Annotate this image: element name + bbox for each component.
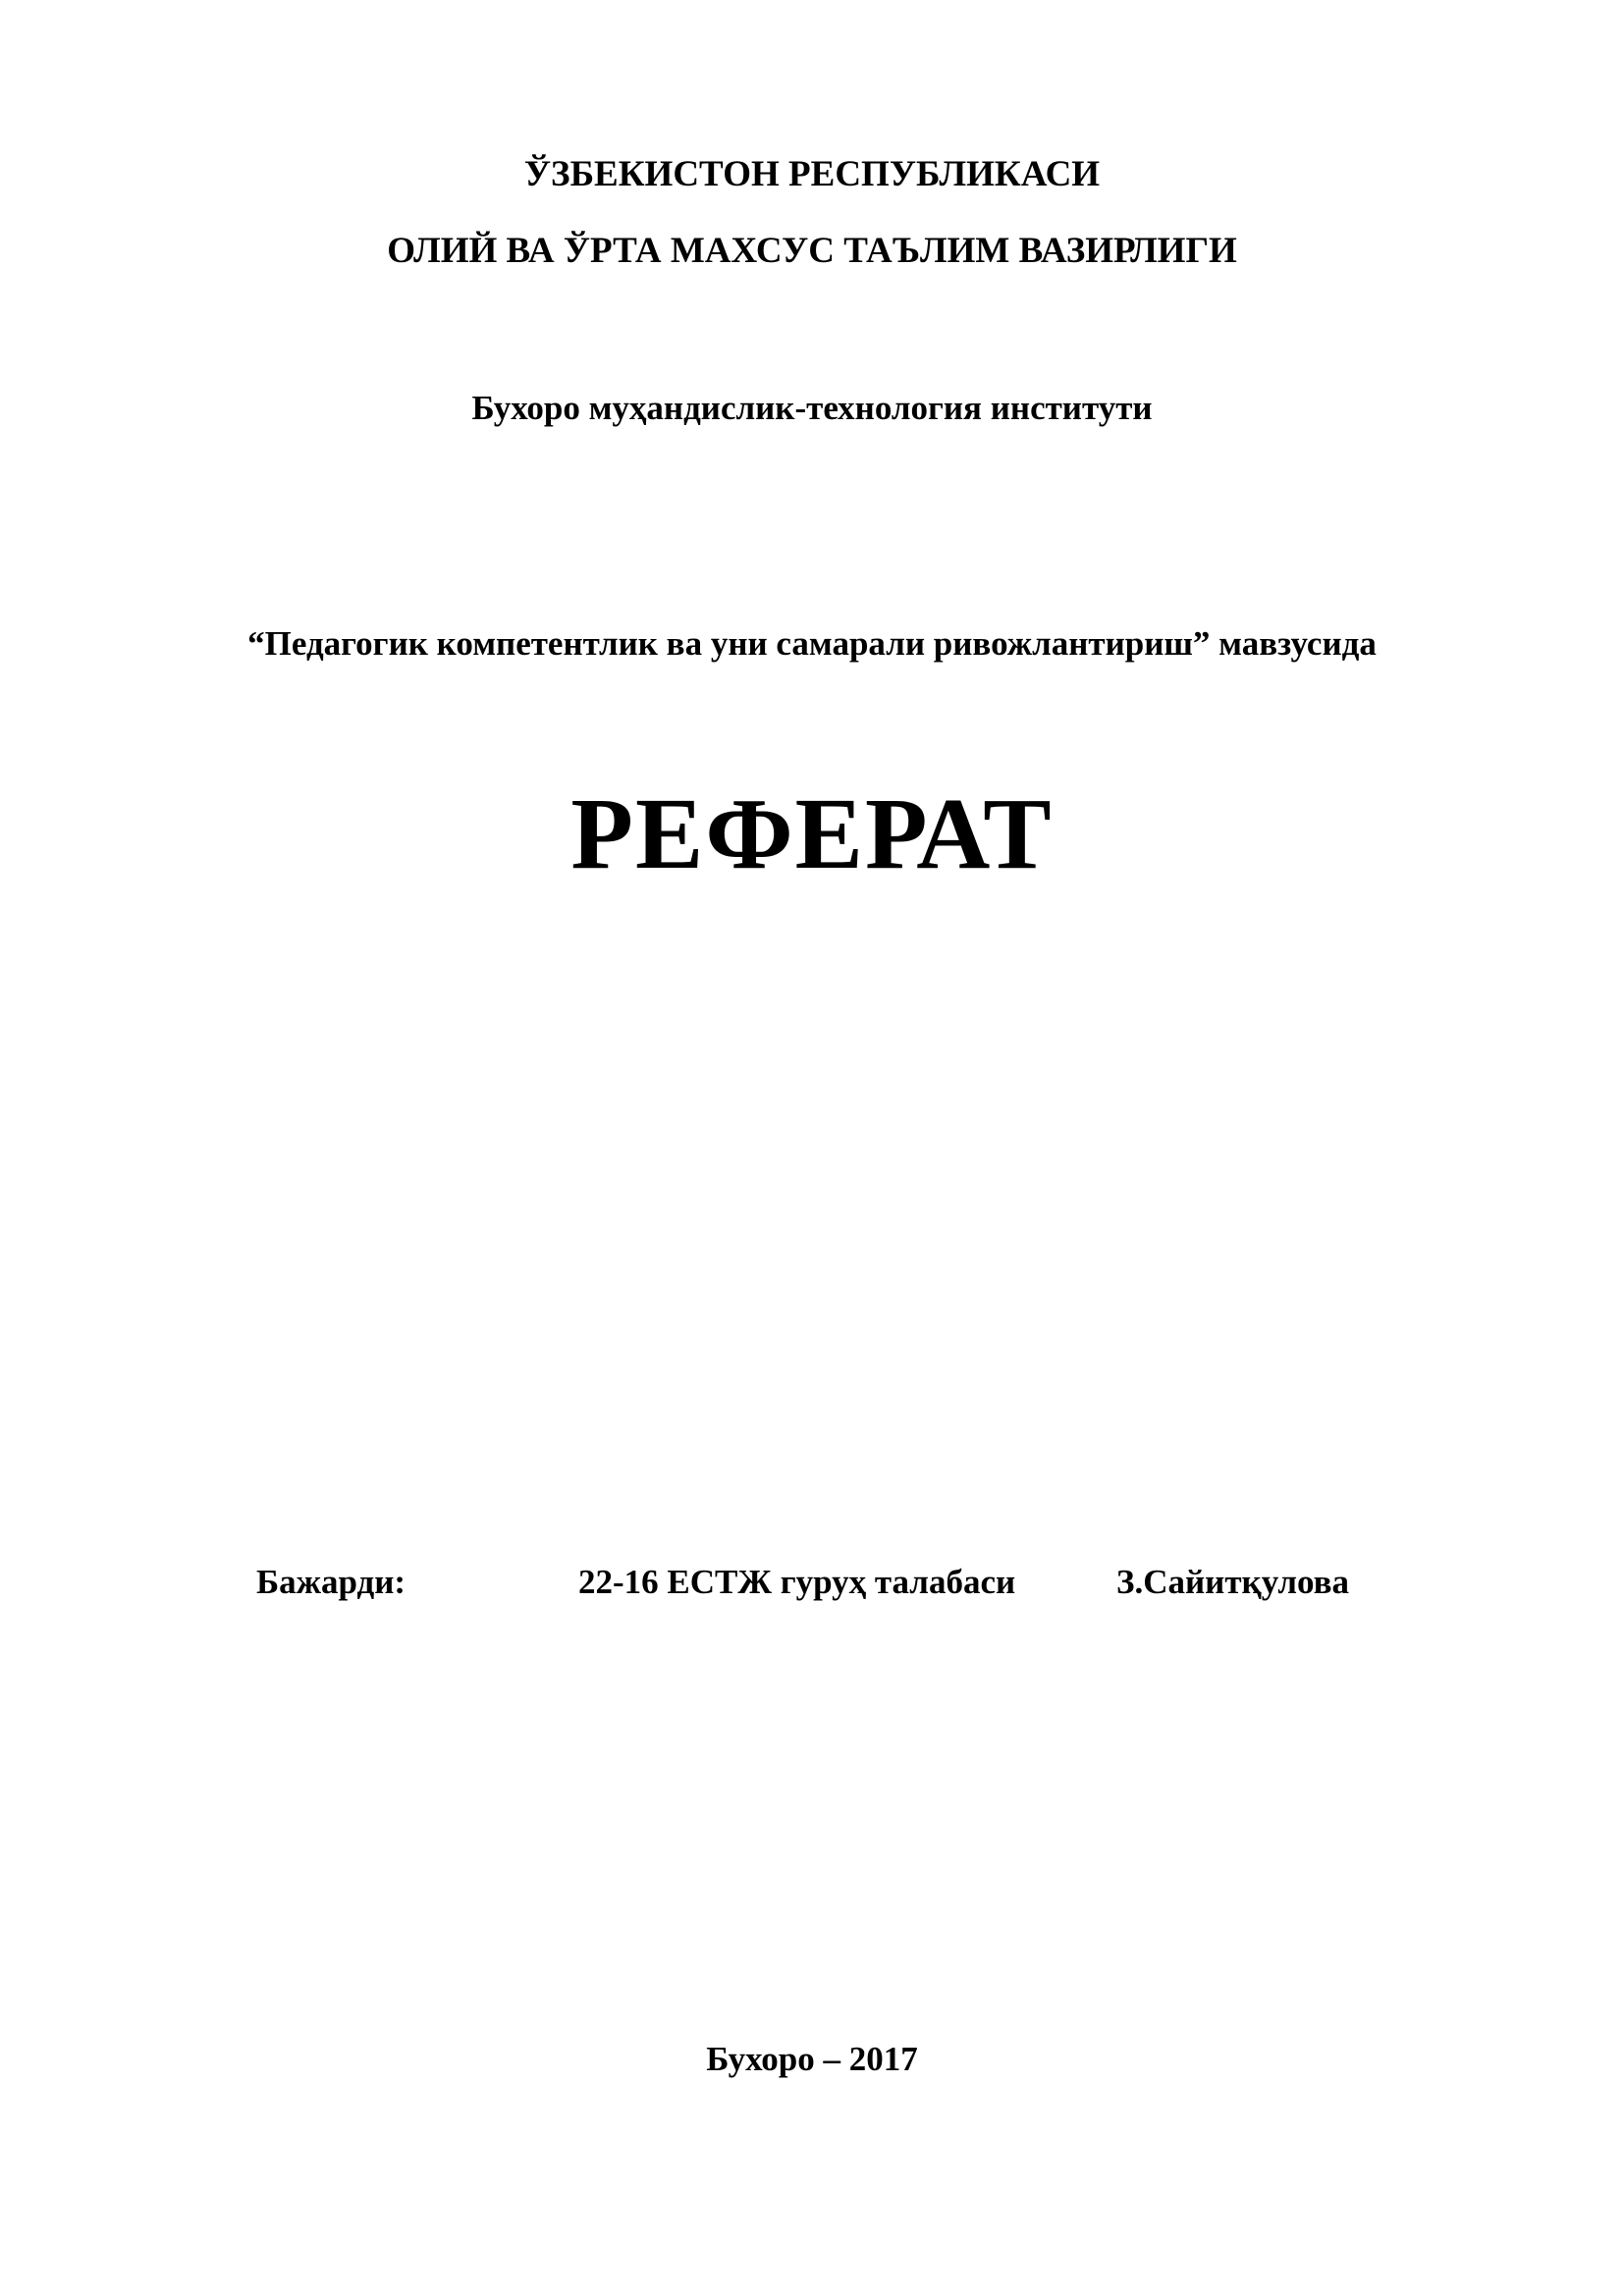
- city-year: Бухоро – 2017: [706, 2040, 918, 2078]
- performer-name: З.Сайитқулова: [1116, 1563, 1349, 1601]
- institute-name: Бухоро муҳандислик-технология институти: [471, 389, 1153, 427]
- performer-group: 22-16 ЕСТЖ гуруҳ талабаси: [578, 1563, 1016, 1601]
- performer-label: Бажарди:: [256, 1563, 406, 1601]
- topic-line: “Педагогик компетентлик ва уни самарали ривожлантириш” мавзусида: [247, 624, 1377, 663]
- ministry-heading: ОЛИЙ ВА ЎРТА МАХСУС ТАЪЛИМ ВАЗИРЛИГИ: [387, 231, 1237, 271]
- document-type-title: РЕФЕРАТ: [570, 777, 1054, 890]
- country-heading: ЎЗБЕКИСТОН РЕСПУБЛИКАСИ: [523, 154, 1101, 194]
